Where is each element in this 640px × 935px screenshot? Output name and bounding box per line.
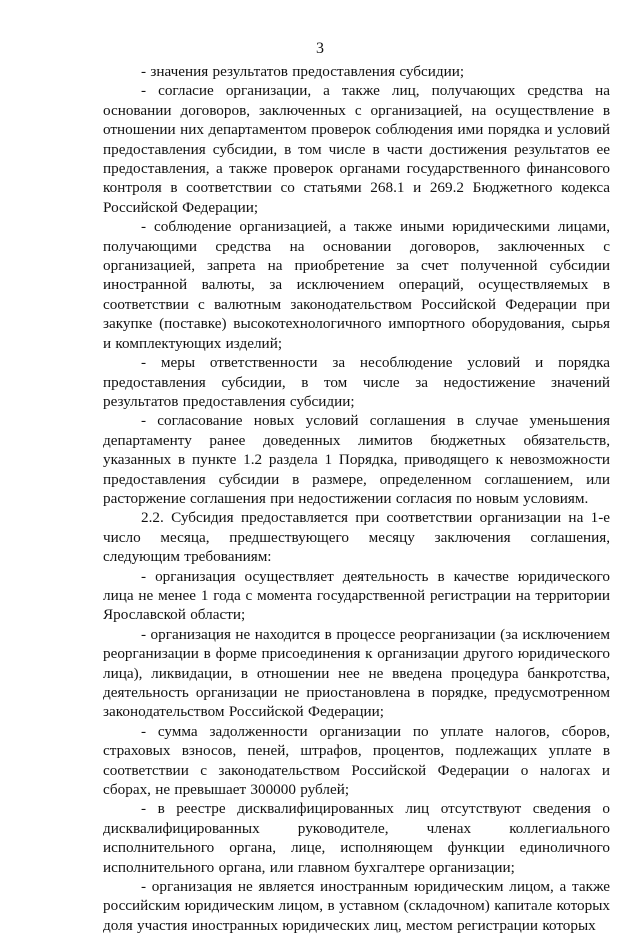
paragraph-section-2-2: 2.2. Субсидия предоставляется при соответствии организации на 1-е число месяца, предшествующего месяцу заключения соглашения, следующим требованиям:	[103, 509, 610, 566]
document-body	[103, 62, 610, 935]
paragraph-liability-measures: - меры ответственности за несоблюдение условий и порядка предоставления субсидии, в том числе за недостижение значений результатов предоставления субсидии;	[103, 354, 610, 410]
paragraph-new-conditions: - согласование новых условий соглашения в случае уменьшения департаменту ранее доведенных лимитов бюджетных обязательств, указанных в пункте 1.2 раздела 1 Порядка, приводящего к невозможности предоставления субсидии в размере, определенном соглашением, или расторжение соглашения при недостижении согласия по новым условиям.	[103, 412, 610, 507]
paragraph-results-values: - значения результатов предоставления субсидии;	[141, 63, 465, 80]
paragraph-foreign-entity: - организация не является иностранным юридическим лицом, а также российским юридическим лицом, в уставном (складочном) капитале которых доля участия иностранных юридических лиц, местом регистрации которых	[103, 878, 610, 934]
page-number: 3	[316, 40, 324, 57]
paragraph-tax-debt: - сумма задолженности организации по уплате налогов, сборов, страховых взносов, пеней, штрафов, процентов, подлежащих уплате в соответствии с законодательством Российской Федерации о налогах и сборах, не превышает 300000 рублей;	[103, 722, 610, 799]
paragraph-consent-inspections: - согласие организации, а также лиц, получающих средства на основании договоров, заключенных с организацией, на осуществление в отношении них департаментом проверок соблюдения ими порядка и условий предоставления субсидии, в том числе в части достижения результатов ее предоставления, а также проверок органами государственного финансового контроля в соответствии со статьями 268.1 и 269.2 Бюджетного кодекса Российской Федерации;	[103, 82, 610, 216]
paragraph-currency-prohibition: - соблюдение организацией, а также иными юридическими лицами, получающими средства на основании договоров, заключенных с организацией, запрета на приобретение за счет полученной субсидии иностранной валюты, за исключением операций, осуществляемых в соответствии с валютным законодательством Российской Федерации при закупке (поставке) высокотехнологичного импортного оборудования, сырья и комплектующих изделий;	[103, 218, 610, 352]
paragraph-disqualified-registry: - в реестре дисквалифицированных лиц отсутствуют сведения о дисквалифицированных руководителе, членах коллегиального исполнительного органа, лице, исполняющем функции единоличного исполнительного органа, или главном бухгалтере организации;	[103, 800, 610, 876]
paragraph-legal-entity-term: - организация осуществляет деятельность в качестве юридического лица не менее 1 года с момента государственной регистрации на территории Ярославской области;	[103, 567, 610, 624]
paragraph-no-reorganization: - организация не находится в процессе реорганизации (за исключением реорганизации в форме присоединения к организации другого юридического лица), ликвидации, в отношении нее не введена процедура банкротства, деятельность организации не приостановлена в порядке, предусмотренном законодательством Российской Федерации;	[103, 625, 610, 721]
